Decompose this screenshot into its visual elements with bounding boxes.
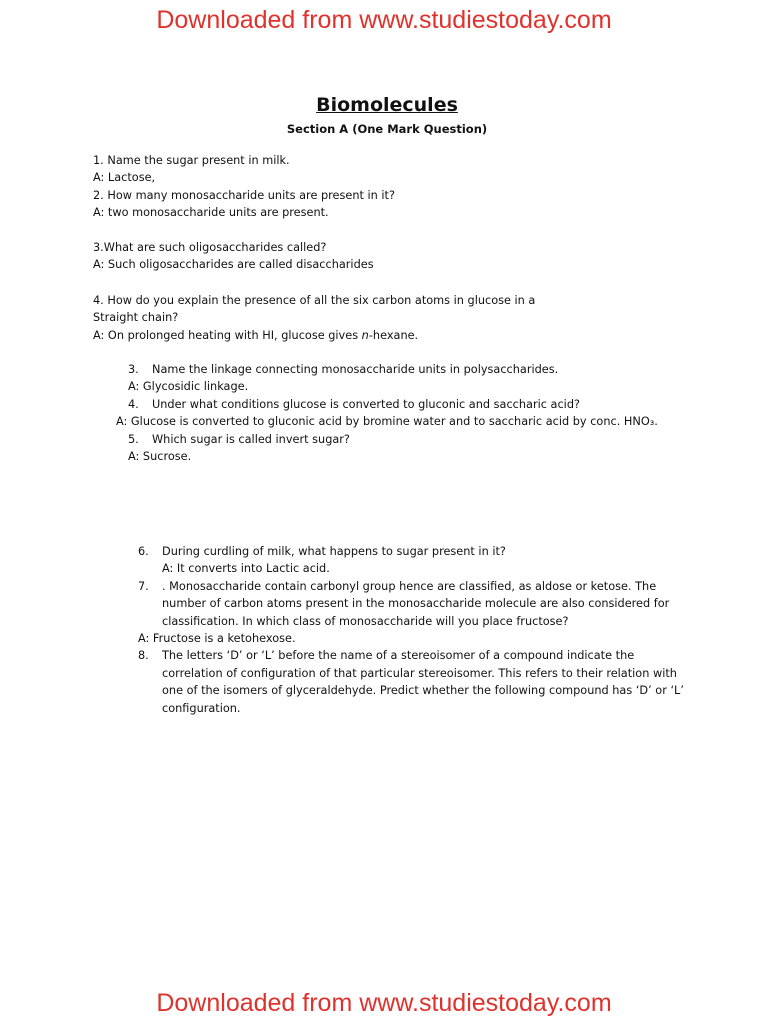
list-item: 5. Which sugar is called invert sugar?	[128, 432, 350, 446]
list-answer: A: Glucose is converted to gluconic acid by bromine water and to saccharic acid by conc. HNO₃.	[116, 415, 658, 429]
list-item: 6. During curdling of milk, what happens to sugar present in it?	[138, 545, 506, 558]
page-title: Biomolecules	[316, 94, 458, 116]
list-item: 7. . Monosaccharide contain carbonyl group hence are classified, as aldose or ketose. The number of carbon atoms present in the monosaccharide molecule are also considered for classification. In which class of monosaccharide will you place fructose?	[138, 579, 670, 628]
list-item: 4. Under what conditions glucose is converted to gluconic and saccharic acid?	[128, 397, 580, 411]
list-answer: A: It converts into Lactic acid.	[162, 562, 330, 576]
section-heading: Section A (One Mark Question)	[286, 122, 488, 136]
question-1: 1. Name the sugar present in milk.	[93, 154, 290, 167]
list-item: 8. The letters ‘D’ or ‘L’ before the name of a stereoisomer of a compound indicate the correlation of configuration of that particular stereoisomer. This refers to their relation with one of the isomers of glyceraldehyde. Predict whether the following compound has ‘D’ or ‘L’ configuration.	[138, 649, 684, 715]
questions-1-2	[93, 152, 395, 222]
list-answer: A: Fructose is a ketohexose.	[138, 632, 296, 646]
list-answer: A: Glycosidic linkage.	[128, 380, 249, 394]
question-2: 2. How many monosaccharide units are present in it?	[93, 188, 395, 202]
header-watermark: Downloaded from www.studiestoday.com	[156, 6, 612, 34]
answer-2: A: two monosaccharide units are present.	[93, 206, 329, 220]
answer-4: A: On prolonged heating with HI, glucose gives n-hexane.	[93, 328, 419, 342]
list-answer: A: Sucrose.	[128, 450, 192, 464]
question-4-line-2: Straight chain?	[93, 311, 179, 325]
list-item: 3. Name the linkage connecting monosaccharide units in polysaccharides.	[128, 363, 559, 376]
question-4-line-1: 4. How do you explain the presence of all the six carbon atoms in glucose in a	[93, 294, 536, 307]
question-3: 3.What are such oligosaccharides called?	[93, 241, 327, 254]
numbered-list-2	[138, 543, 684, 717]
answer-3: A: Such oligosaccharides are called disaccharides	[93, 258, 374, 272]
answer-1: A: Lactose,	[93, 171, 156, 185]
question-3-block	[93, 239, 374, 274]
numbered-list-1	[116, 361, 658, 465]
question-4-block	[93, 292, 535, 344]
footer-watermark: Downloaded from www.studiestoday.com	[156, 989, 612, 1017]
